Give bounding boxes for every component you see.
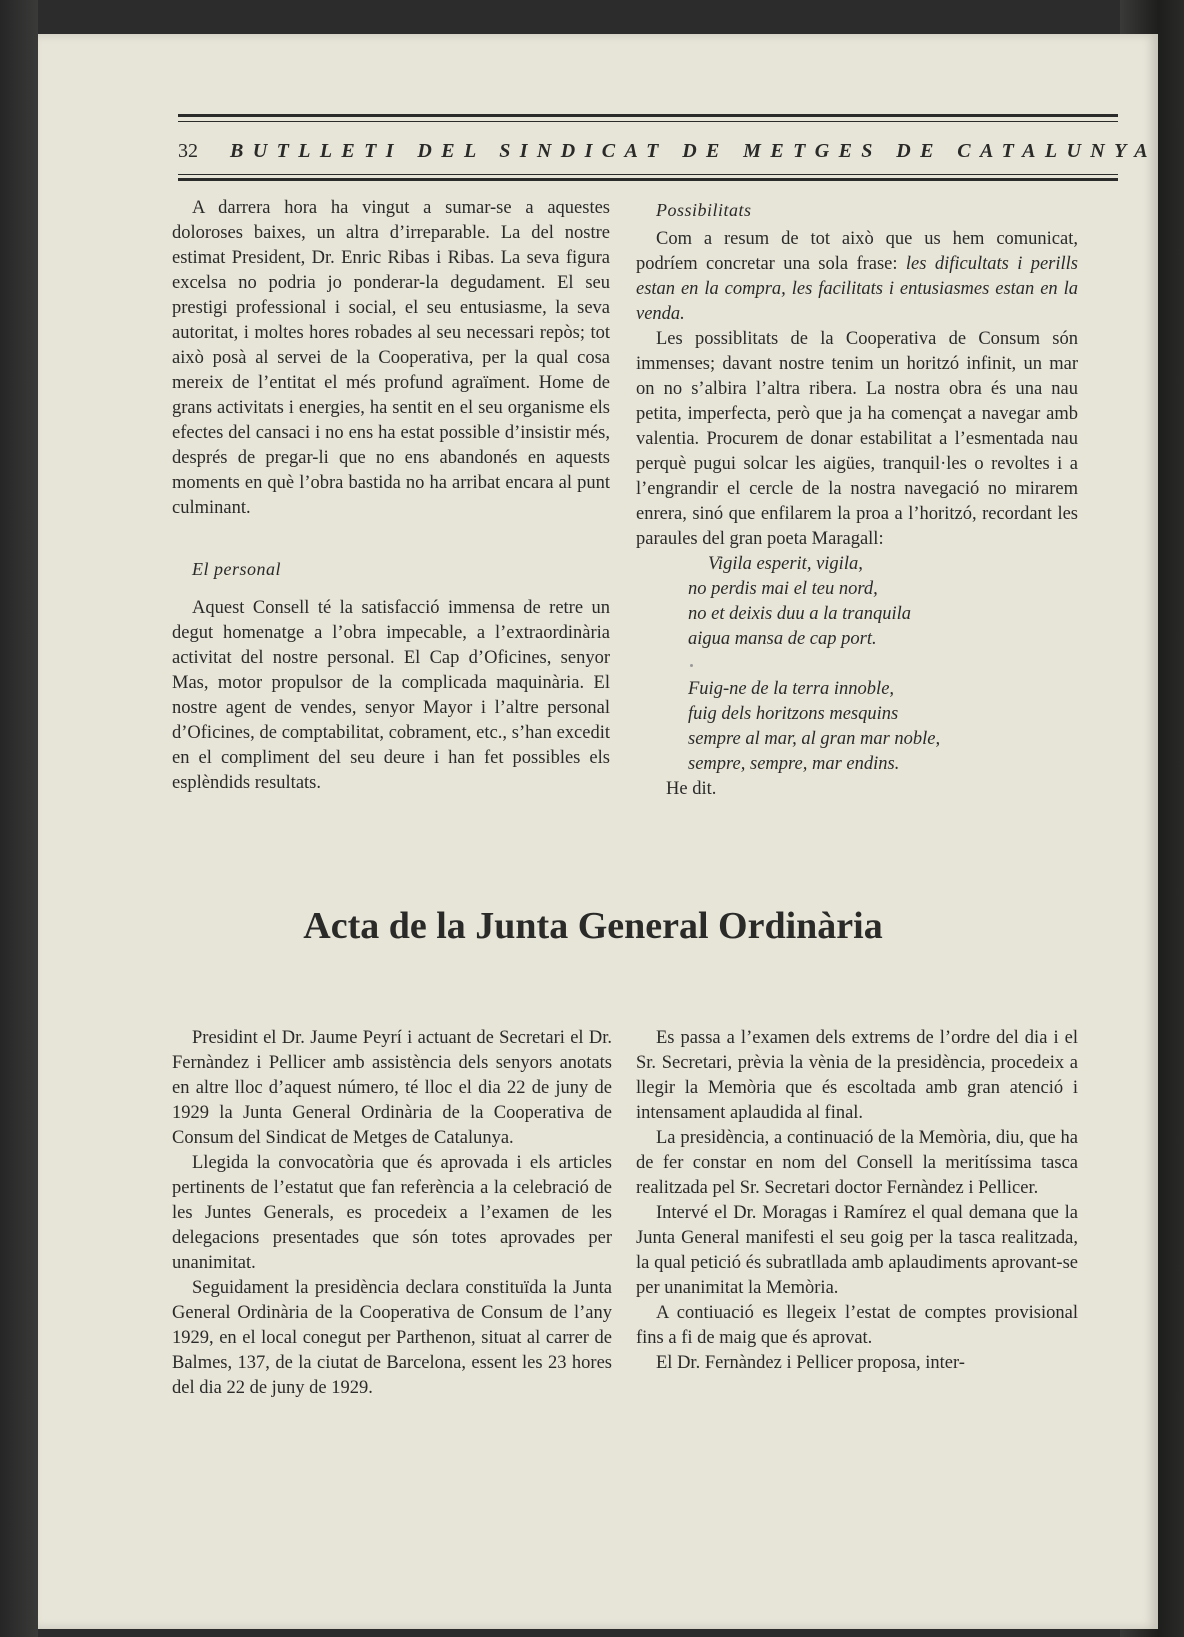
poem-stanza-2 [636,677,1078,777]
poem-line: sempre, sempre, mar endins. [688,754,900,774]
running-header [178,114,1158,194]
header-text-row [178,136,1158,166]
right-column-lower [636,1026,1078,1376]
paragraph-acta-3: Seguidament la presidència declara constituïda la Junta General Ordinària de la Cooperativa de Consum de l’any 1929, en el local conegut per Parthenon, situat al carrer de Balmes, 137, de la ciutat de Barcelona, essent les 23 hores del dia 22 de juny de 1929. [172,1278,612,1398]
journal-title: BUTLLETI DEL SINDICAT DE METGES DE CATALUNYA [230,140,1158,162]
poem-line: aigua mansa de cap port. [688,629,877,649]
left-column-lower [172,1026,612,1401]
paragraph-ribas: A darrera hora ha vingut a sumar-se a aquestes doloroses baixes, un altra d’irreparable. La del nostre estimat President, Dr. Enric Ribas i Ribas. La seva figura excelsa no podria jo ponderar-la degudament. El seu prestigi professional i social, el seu entusiasme, la seva autoritat, i moltes hores robades al seu necessari repòs; tot això posà al servei de la Cooperativa, per la qual cosa mereix de l’entitat el més profund agraïment. Home de grans activitats i energies, ha sentit en el seu organisme els efectes del cansaci i no ens ha estat possible d’insistir més, després de pregar-li que no ens abandonés en aquests moments en què l’obra bastida no ha arribat encara al punt culminant. [172,198,610,518]
paragraph-acta-1: Presidint el Dr. Jaume Peyrí i actuant de Secretari el Dr. Fernàndez i Pellicer amb assistència dels senyors anotats en altre lloc d’aquest número, té lloc el dia 22 de juny de 1929 la Junta General Ordinària de la Cooperativa de Consum del Sindicat de Metges de Catalunya. [172,1028,612,1148]
poem-line: Vigila esperit, vigila, [708,554,863,574]
left-column-upper [172,196,610,796]
section-heading-personal: El personal [192,559,281,579]
paragraph-resum [636,227,1078,327]
page-number: 32 [178,140,198,162]
poem-line: sempre al mar, al gran mar noble, [688,729,941,749]
article-title: Acta de la Junta General Ordinària [303,905,883,947]
header-rule-bottom-thick [178,178,1118,181]
poem-stanza-1 [636,552,1078,652]
paragraph-possibilitats: Les possiblitats de la Cooperativa de Consum són immenses; davant nostre tenim un horitzó infinit, un mar on no s’albira l’altra ribera. La nostra obra és una nau petita, imperfecta, però que ja ha començat a navegar amb valentia. Procurem de donar estabilitat a l’esmentada nau perquè pugui solcar les aigües, tranquil·les o revoltes i a l’engrandir el cercle de la nostra navegació no mirarem enrera, sinó que enfilarem la proa a l’horitzó, recordant les paraules del gran poeta Maragall: [636,329,1078,549]
paragraph-acta-5: La presidència, a continuació de la Memòria, diu, que ha de fer constar en nom del Consell la meritíssima tasca realitzada pel Sr. Secretari doctor Fernàndez i Pellicer. [636,1128,1078,1198]
poem-line: no et deixis duu a la tranquila [688,604,912,624]
poem-line: Fuig-ne de la terra innoble, [688,679,895,699]
header-rule-top-thin [178,121,1118,122]
section-heading-possibilitats: Possibilitats [656,200,752,220]
header-rule-bottom-thin [178,174,1118,175]
resum-plain-text: Com a resum de tot això que us hem comunicat, podríem concretar una sola frase: [636,229,1078,274]
closing-he-dit: He dit. [666,779,717,799]
right-column-upper [636,198,1078,802]
paragraph-acta-2: Llegida la convocatòria que és aprovada i els articles pertinents de l’estatut que fan referència a la celebració de les Juntes Generals, es procedeix a l’examen de les delegacions presentades que són totes aprovades per unanimitat. [172,1153,612,1273]
paragraph-acta-4: Es passa a l’examen dels extrems de l’ordre del dia i el Sr. Secretari, prèvia la vènia de la presidència, procedeix a llegir la Memòria que és escoltada amb gran atenció i intensament aplaudida al final. [636,1028,1078,1123]
print-speck [690,664,693,667]
scan-margin-left [0,0,38,1637]
paragraph-acta-6: Intervé el Dr. Moragas i Ramírez el qual demana que la Junta General manifesti el seu goig per la tasca realitzada, la qual petició és subratllada amb aplaudiments aprovant-se per unanimitat la Memòria. [636,1203,1078,1298]
header-rule-top-thick [178,114,1118,117]
paragraph-acta-8: El Dr. Fernàndez i Pellicer proposa, inter- [656,1353,965,1373]
paragraph-acta-7: A contiuació es llegeix l’estat de comptes provisional fins a fi de maig que és aprovat. [636,1303,1078,1348]
resum-italic-text: les dificultats i perills estan en la compra, les facilitats i entusiasmes estan en la venda. [636,254,1078,324]
poem-line: fuig dels horitzons mesquins [688,704,899,724]
journal-page [38,34,1158,1629]
paragraph-personal: Aquest Consell té la satisfacció immensa de retre un degut homenatge a l’obra impecable, a l’extraordinària activitat del nostre personal. El Cap d’Oficines, senyor Mas, motor propulsor de la complicada maquinària. El nostre agent de vendes, senyor Mayor i l’altre personal d’Oficines, de comptabilitat, cobrament, etc., s’han excedit en el compliment del seu deure i han fet possibles els esplèndids resultats. [172,598,610,793]
poem-line: no perdis mai el teu nord, [688,579,878,599]
